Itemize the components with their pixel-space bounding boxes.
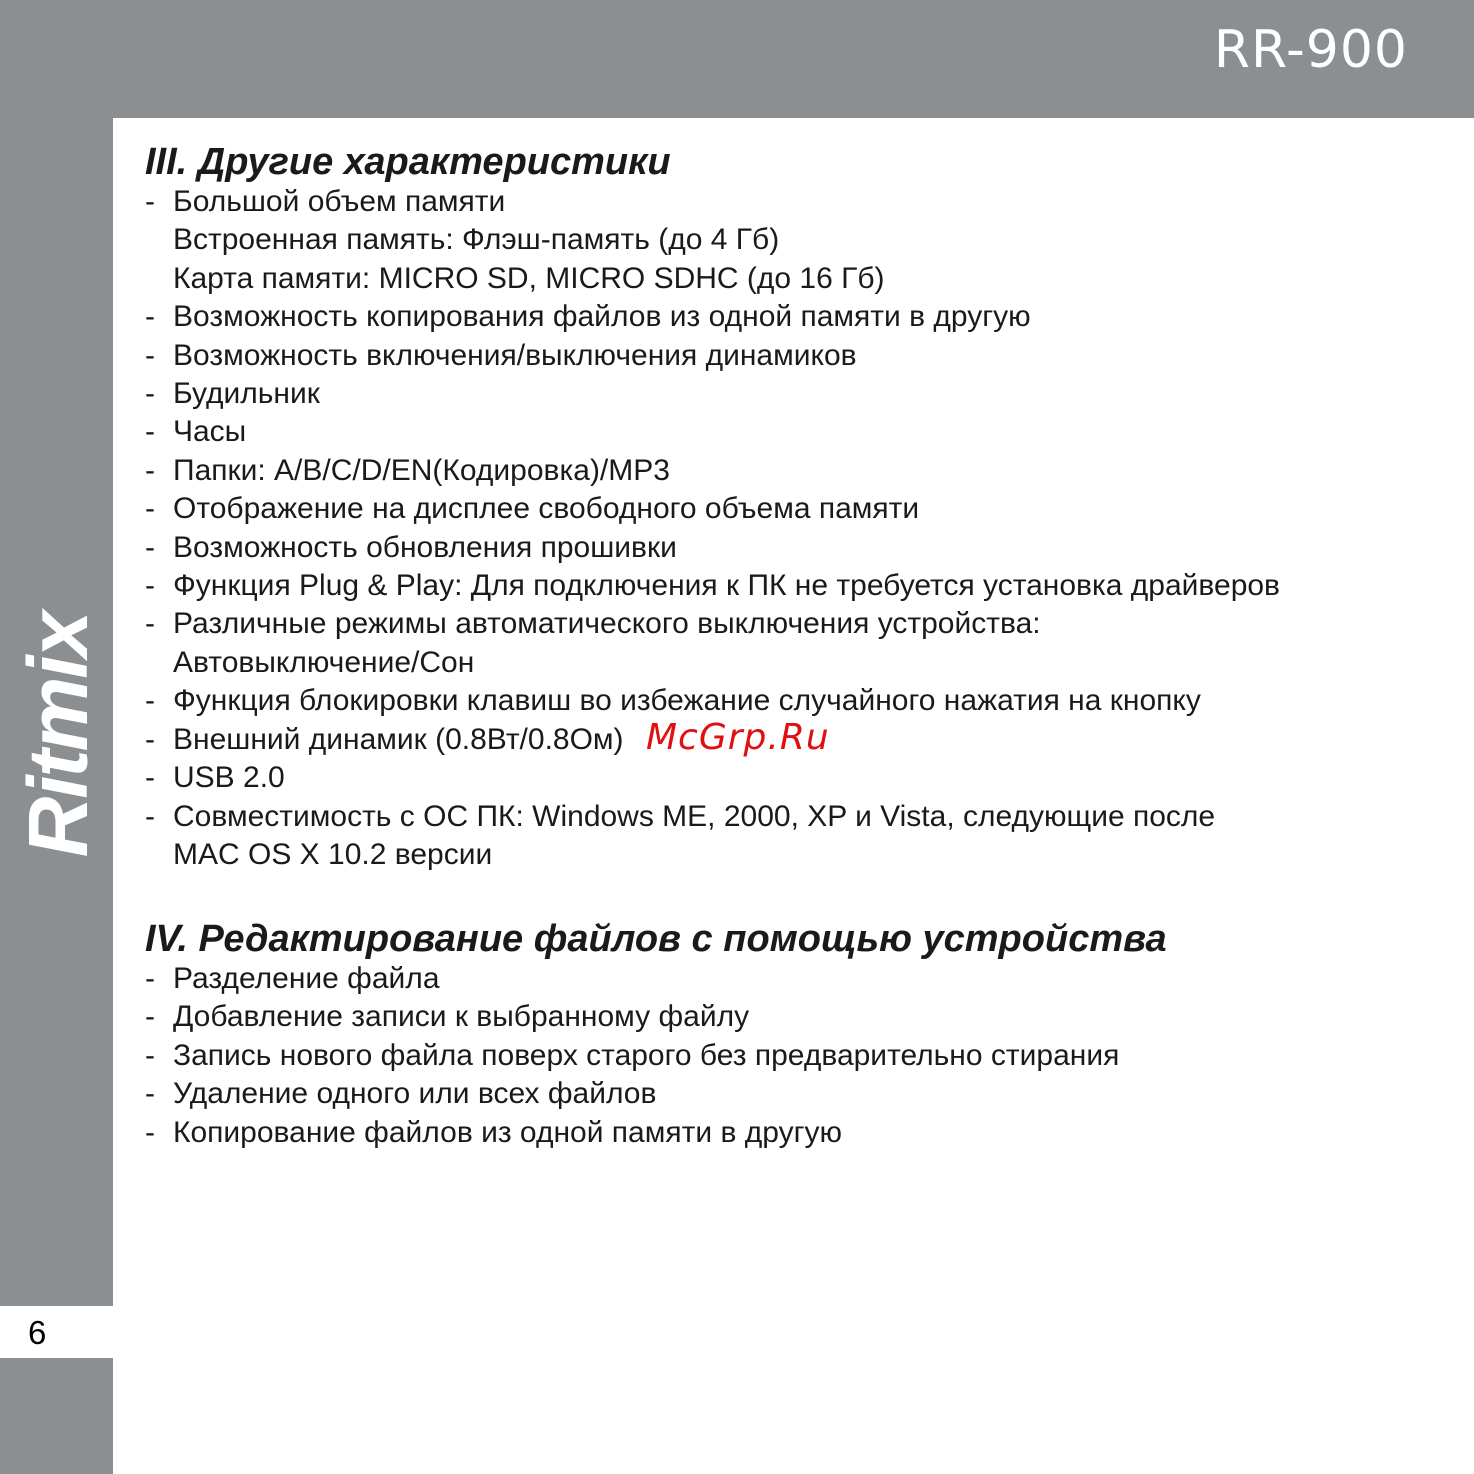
file-editing-list bbox=[145, 960, 1119, 1152]
list-item: - Возможность копирования файлов из одной памяти в другую bbox=[145, 298, 1280, 336]
list-item: Карта памяти: MICRO SD, MICRO SDHC (до 16 Гб) bbox=[173, 261, 885, 295]
list-item: - Большой объем памяти bbox=[145, 183, 1280, 221]
list-item: - Различные режимы автоматического выключения устройства: bbox=[145, 605, 1280, 643]
list-item: Автовыключение/Сон bbox=[173, 645, 475, 679]
list-item: - Совместимость с ОС ПК: Windows ME, 2000, XP и Vista, следующие после bbox=[145, 798, 1280, 836]
list-item: - Отображение на дисплее свободного объема памяти bbox=[145, 490, 1280, 528]
page-number-box bbox=[0, 1306, 113, 1358]
list-item: - Возможность включения/выключения динамиков bbox=[145, 337, 1280, 375]
model-name: RR-900 bbox=[1213, 20, 1408, 80]
list-item: - Удаление одного или всех файлов bbox=[145, 1075, 1119, 1113]
watermark: McGrp.Ru bbox=[646, 717, 830, 758]
list-item: MAC OS X 10.2 версии bbox=[173, 837, 493, 871]
features-list bbox=[145, 183, 1280, 874]
section-title-other-features: III. Другие характеристики bbox=[145, 141, 671, 183]
list-item: - Папки: A/B/C/D/EN(Кодировка)/MP3 bbox=[145, 452, 1280, 490]
list-item: - Возможность обновления прошивки bbox=[145, 529, 1280, 567]
section-title-file-editing: IV. Редактирование файлов с помощью устройства bbox=[145, 918, 1167, 960]
ritmix-logo: Ritmix bbox=[11, 612, 105, 858]
list-item: - Часы bbox=[145, 413, 1280, 451]
list-item: - Добавление записи к выбранному файлу bbox=[145, 998, 1119, 1036]
list-item: - USB 2.0 bbox=[145, 759, 1280, 797]
list-item: - Функция блокировки клавиш во избежание случайного нажатия на кнопку bbox=[145, 682, 1280, 720]
list-item: - Внешний динамик (0.8Вт/0.8Ом) bbox=[145, 721, 1280, 759]
list-item: - Будильник bbox=[145, 375, 1280, 413]
list-item: Встроенная память: Флэш-память (до 4 Гб) bbox=[173, 223, 780, 257]
list-item: - Функция Plug & Play: Для подключения к ПК не требуется установка драйверов bbox=[145, 567, 1280, 605]
list-item: - Запись нового файла поверх старого без предварительно стирания bbox=[145, 1037, 1119, 1075]
list-item: - Разделение файла bbox=[145, 960, 1119, 998]
page-number: 6 bbox=[28, 1314, 47, 1351]
list-item: - Копирование файлов из одной памяти в другую bbox=[145, 1114, 1119, 1152]
